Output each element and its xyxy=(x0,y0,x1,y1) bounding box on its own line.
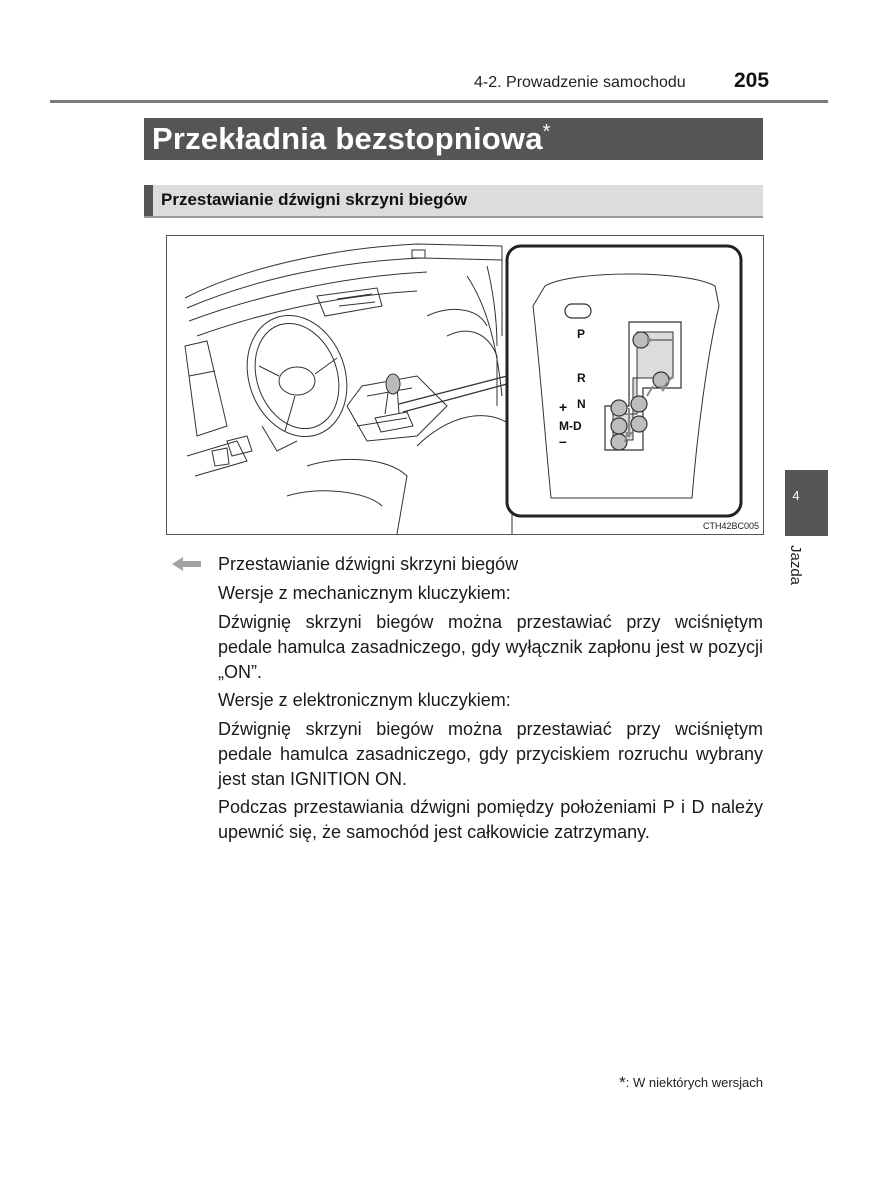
gear-label-n: N xyxy=(577,397,586,411)
electronic-key-heading: Wersje z elektronicznym kluczykiem: xyxy=(218,690,511,710)
gear-label-minus: – xyxy=(559,433,567,449)
content-heading: Przestawianie dźwigni skrzyni biegów xyxy=(218,554,519,574)
subsection-accent xyxy=(144,185,153,216)
page-title xyxy=(152,121,551,157)
chapter-tab xyxy=(785,470,828,536)
subsection-title: Przestawianie dźwigni skrzyni biegów xyxy=(161,190,468,209)
gear-label-r: R xyxy=(577,371,586,385)
chapter-label: Jazda xyxy=(787,545,804,586)
warning-paragraph: Podczas przestawiania dźwigni pomiędzy położeniami P i D należy upewnić się, że samochód jest całkowicie zatrzymany. xyxy=(218,797,763,842)
footnote-text: : W niektórych wersjach xyxy=(625,1075,763,1090)
footnote xyxy=(619,1073,763,1093)
shift-lever-figure xyxy=(166,235,764,535)
footnote-asterisk: * xyxy=(619,1073,626,1092)
page-title-bar xyxy=(144,118,763,160)
gear-label-p: P xyxy=(577,327,586,341)
gear-label-plus: + xyxy=(559,399,568,415)
electronic-key-paragraph: Dźwignię skrzyni biegów można przestawiać przy wciśniętym pedale hamulca zasadniczego, gdy przyciskiem rozruchu wybrany jest stan IGNITION ON. xyxy=(218,719,763,789)
header-divider xyxy=(50,100,828,103)
subsection-bar xyxy=(144,185,763,218)
chapter-number: 4 xyxy=(792,488,800,503)
figure-code: CTH42BC005 xyxy=(702,521,759,531)
mechanical-key-paragraph: Dźwignię skrzyni biegów można przestawiać przy wciśniętym pedale hamulca zasadniczego, gdy wyłącznik zapłonu jest w pozycji „ON”. xyxy=(218,612,763,682)
title-asterisk: * xyxy=(542,121,551,143)
gear-label-md: M-D xyxy=(559,419,582,433)
reference-arrow-icon xyxy=(172,557,202,571)
header-section-title: 4-2. Prowadzenie samochodu xyxy=(474,74,686,91)
car-interior-illustration xyxy=(167,236,763,534)
page-title-text: Przekładnia bezstopniowa xyxy=(152,121,543,156)
page-number: 205 xyxy=(734,69,770,92)
mechanical-key-heading: Wersje z mechanicznym kluczykiem: xyxy=(218,583,511,603)
